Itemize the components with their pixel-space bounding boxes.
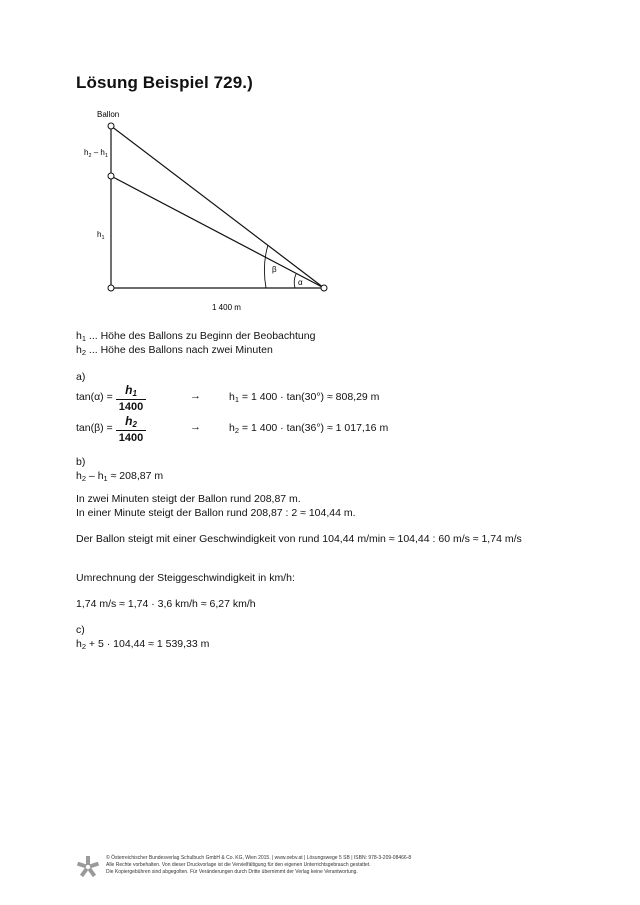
label-ballon: Ballon: [97, 110, 120, 119]
point-ballon: [108, 123, 114, 129]
label-distance: 1 400 m: [212, 303, 241, 312]
arrow-icon: →: [190, 390, 201, 402]
publisher-logo-icon: [76, 855, 100, 879]
text-line-2: In einer Minute steigt der Ballon rund 208,87 : 2 ≈ 104,44 m.: [76, 507, 356, 519]
eq2-lhs: tan(β) =: [76, 422, 113, 434]
text-line-5: 1,74 m/s ≈ 1,74 · 3,6 km/h ≈ 6,27 km/h: [76, 598, 256, 610]
part-b-label: b): [76, 456, 86, 468]
triangle-diagram: [0, 0, 640, 320]
part-a-label: a): [76, 371, 86, 383]
eq1-lhs: tan(α) =: [76, 391, 113, 403]
label-beta: β: [272, 265, 277, 274]
eq1-result: $h_1 = 1$ 400 · tan(30°) ≈ 808,29 m: [229, 391, 380, 404]
difference-line: $h_2 - h_1 \approx 208,87$ m: [76, 470, 164, 483]
angle-arc-beta: [264, 245, 268, 288]
point-start: [108, 173, 114, 179]
label-h2-minus-h1: $h_2 - h_1$: [84, 148, 108, 159]
text-line-1: In zwei Minuten steigt der Ballon rund 208,87 m.: [76, 493, 301, 505]
point-ground: [108, 285, 114, 291]
part-c-label: c): [76, 624, 85, 636]
definition-h2: $h_2$ ... Höhe des Ballons nach zwei Minuten: [76, 344, 273, 357]
label-h1: $h_1$: [97, 230, 105, 241]
eq2-numerator: $h_2$: [116, 414, 146, 431]
footer-line-2: Alle Rechte vorbehalten. Von dieser Druckvorlage ist die Vervielfältigung für den eigenen Unterrichtsgebrauch gestattet.: [106, 862, 371, 868]
eq1-numerator: $h_1$: [116, 383, 146, 400]
point-observer: [321, 285, 327, 291]
text-line-3: Der Ballon steigt mit einer Geschwindigkeit von rund 104,44 m/min ≈ 104,44 : 60 m/s ≈ 1,74 m/s: [76, 533, 522, 545]
part-c-result: $h_2 + 5 \cdot 104,44 \approx 1$ 539,33 m: [76, 638, 210, 651]
eq1-denominator: 1400: [118, 401, 144, 413]
footer-line-3: Die Kopiergebühren sind abgegolten. Für Veränderungen durch Dritte übernimmt der Verlag keine Verantwortung.: [106, 869, 358, 875]
text-line-4: Umrechnung der Steiggeschwindigkeit in km/h:: [76, 572, 295, 584]
label-alpha: α: [298, 278, 303, 287]
eq1-fraction: [116, 383, 146, 413]
eq2-denominator: 1400: [118, 432, 144, 444]
angle-arc-alpha: [294, 274, 296, 288]
sight-line-bottom: [111, 176, 324, 288]
footer: [106, 855, 566, 876]
eq2-result: $h_2 = 1$ 400 · tan(36°) ≈ 1 017,16 m: [229, 422, 389, 435]
definition-h1: $h_1$ ... Höhe des Ballons zu Beginn der Beobachtung: [76, 330, 316, 343]
eq2-fraction: [116, 414, 146, 444]
footer-line-1: © Österreichischer Bundesverlag Schulbuch GmbH & Co. KG, Wien 2015. | www.oebv.at | Lösungswege 5 SB | ISBN: 978-3-209-08466-8: [106, 855, 412, 861]
page-title: Lösung Beispiel 729.): [76, 73, 253, 92]
sight-line-top: [111, 126, 324, 288]
arrow-icon: →: [190, 421, 201, 433]
